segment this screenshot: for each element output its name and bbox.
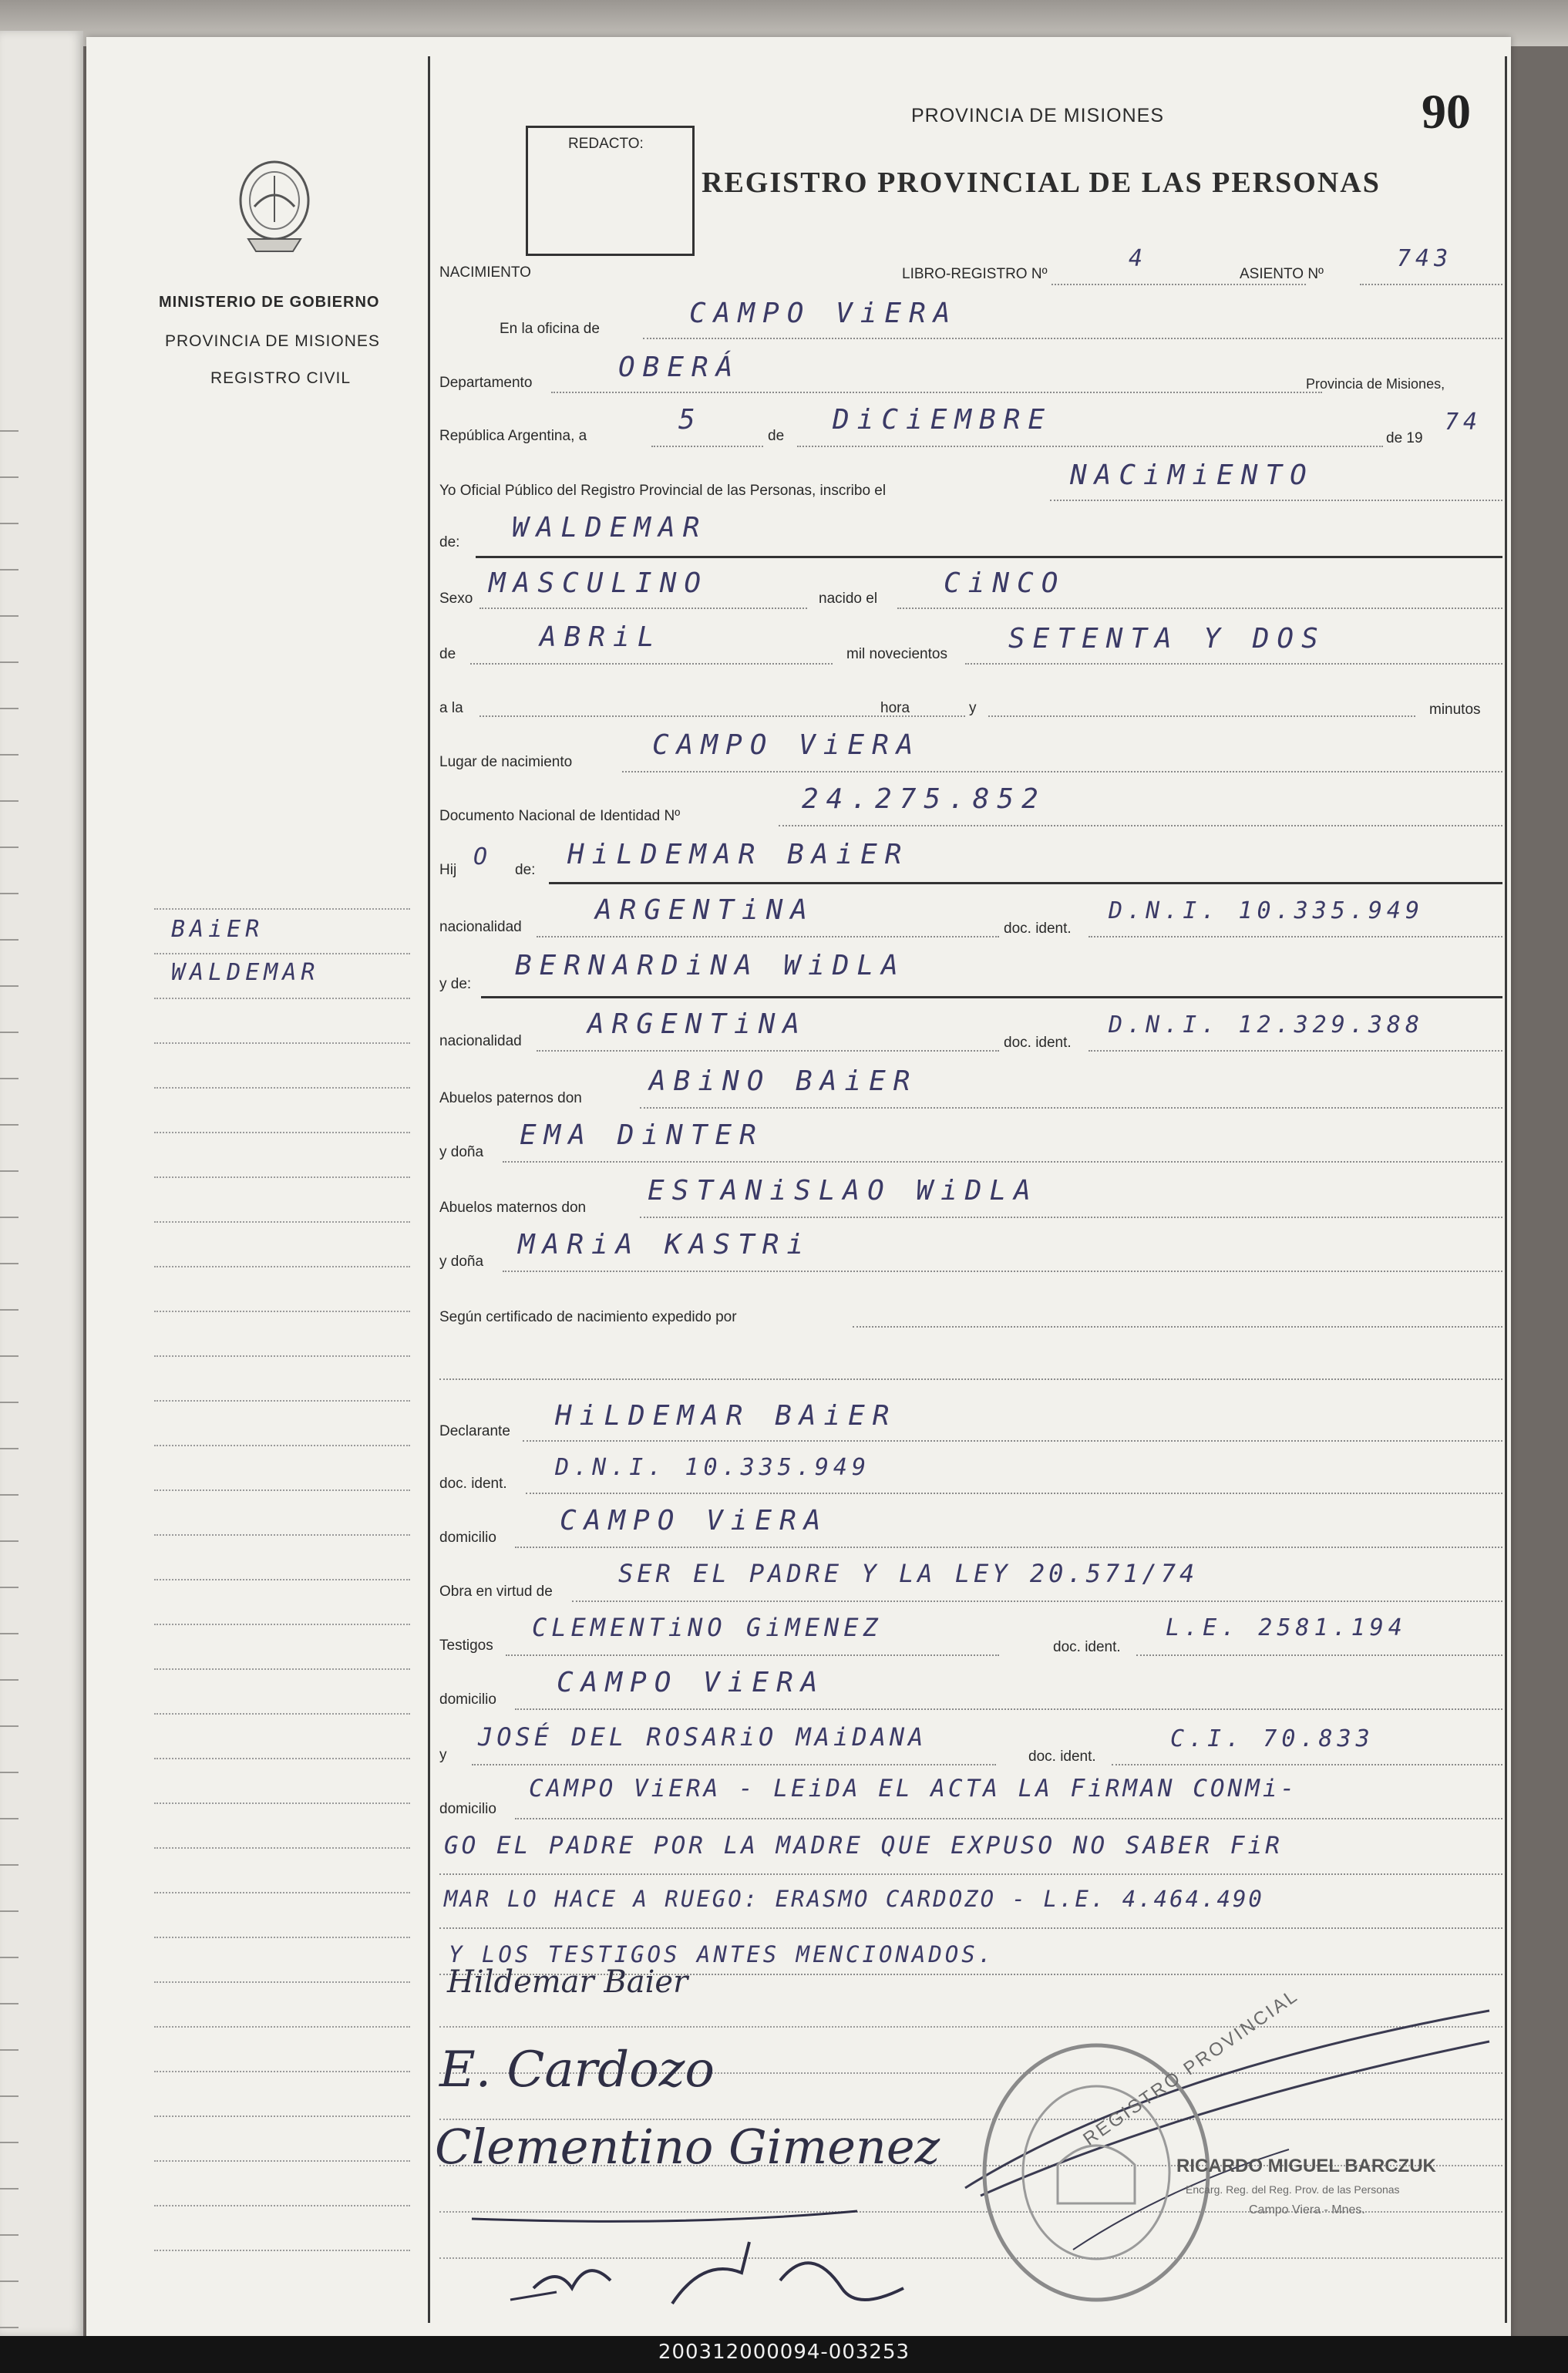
signature-declarante: Hildemar Baier — [447, 1964, 688, 2000]
ministry-line-2: PROVINCIA DE MISIONES — [165, 332, 380, 350]
abuela-paterna-value: EMA DiNTER — [520, 1119, 764, 1151]
declarante-doc-value: D.N.I. 10.335.949 — [555, 1454, 871, 1481]
margin-rule-line — [154, 1445, 410, 1446]
declarante-domicilio-value: CAMPO ViERA — [560, 1505, 829, 1537]
obra-label: Obra en virtud de — [439, 1584, 553, 1600]
hora-label: hora — [880, 700, 910, 716]
observaciones-line-4: Y LOS TESTIGOS ANTES MENCIONADOS. — [449, 1941, 995, 1967]
abuelos-maternos-value: ESTANiSLAO WiDLA — [648, 1175, 1038, 1207]
margin-rule-line — [154, 2116, 410, 2117]
dni-label: Documento Nacional de Identidad Nº — [439, 808, 681, 824]
margin-given-name: WALDEMAR — [171, 959, 320, 986]
nacionalidad-2-value: ARGENTiNA — [587, 1008, 808, 1040]
libro-label: LIBRO-REGISTRO Nº — [902, 266, 1048, 282]
abuela-materna-value: MARiA KASTRi — [518, 1229, 812, 1261]
observaciones-line-2: GO EL PADRE POR LA MADRE QUE EXPUSO NO SABER FiR — [444, 1832, 1283, 1860]
oficial-label: Yo Oficial Público del Registro Provincial de las Personas, inscribo el — [439, 483, 887, 499]
margin-rule-line — [154, 1087, 410, 1089]
nacionalidad-1-label: nacionalidad — [439, 919, 522, 935]
de19-label: de 19 — [1386, 430, 1423, 446]
abuelos-maternos-label: Abuelos maternos don — [439, 1200, 587, 1216]
registry-page — [86, 37, 1511, 2344]
margin-rule-line — [154, 1981, 410, 1983]
margin-rule-line — [154, 1355, 410, 1357]
testigo-2-doc-value: C.I. 70.833 — [1170, 1725, 1375, 1752]
margin-rule-line — [154, 1042, 410, 1044]
margin-divider — [428, 56, 430, 2323]
previous-page-edge — [0, 31, 83, 2336]
testigo-1-domicilio-label: domicilio — [439, 1691, 496, 1708]
docid-1-value: D.N.I. 10.335.949 — [1109, 897, 1425, 924]
ydona-2-label: y doña — [439, 1254, 484, 1270]
mil-label: mil novecientos — [846, 646, 947, 662]
margin-rule-line — [154, 1176, 410, 1178]
ministry-line-1: MINISTERIO DE GOBIERNO — [159, 294, 380, 311]
docid-1-label: doc. ident. — [1004, 921, 1072, 937]
dia-value: 5 — [678, 404, 703, 436]
margin-rule-line — [154, 1892, 410, 1893]
oficina-label: En la oficina de — [500, 321, 600, 337]
sexo-value: MASCULINO — [489, 567, 709, 599]
ydona-1-label: y doña — [439, 1144, 484, 1160]
anio-nacimiento-value: SETENTA Y DOS — [1008, 623, 1326, 655]
minutos-label: minutos — [1429, 702, 1481, 718]
testigo-1-value: CLEMENTiNO GiMENEZ — [532, 1613, 883, 1642]
mes-value: DiCiEMBRE — [833, 404, 1053, 436]
margin-rule-line — [154, 1534, 410, 1536]
republica-label: República Argentina, a — [439, 428, 587, 444]
y-de-label: y de: — [439, 976, 472, 992]
margin-surname: BAiER — [171, 916, 264, 943]
testigos-label: Testigos — [439, 1638, 493, 1654]
margin-rule-line — [154, 1624, 410, 1625]
padre-value: HiLDEMAR BAiER — [567, 839, 910, 870]
nombre-value: WALDEMAR — [512, 512, 708, 544]
province-heading: PROVINCIA DE MISIONES — [911, 105, 1165, 126]
margin-rule-line — [154, 2071, 410, 2072]
margin-rule-line — [154, 1221, 410, 1223]
nacido-label: nacido el — [819, 591, 878, 607]
margin-rule-line — [154, 2205, 410, 2206]
departamento-label: Departamento — [439, 375, 533, 391]
declarante-label: Declarante — [439, 1423, 510, 1439]
page-title: REGISTRO PROVINCIAL DE LAS PERSONAS — [702, 167, 1381, 199]
de-mes-label: de — [439, 646, 456, 662]
abuelos-paternos-value: ABiNO BAiER — [649, 1065, 918, 1097]
page-number: 90 — [1422, 84, 1471, 139]
observaciones-line-3: MAR LO HACE A RUEGO: ERASMO CARDOZO - L.E. 4.464.490 — [444, 1886, 1264, 1912]
official-stamp-role: Encarg. Reg. del Reg. Prov. de las Personas — [1186, 2183, 1400, 2196]
document-code: 200312000094-003253 — [658, 2341, 910, 2364]
official-stamp-name: RICARDO MIGUEL BARCZUK — [1176, 2156, 1436, 2176]
lugar-label: Lugar de nacimiento — [439, 754, 573, 770]
asiento-value: 743 — [1397, 245, 1453, 272]
margin-rule-line — [154, 1668, 410, 1670]
margin-rule-line — [154, 1713, 410, 1715]
anio-value: 74 — [1445, 409, 1482, 436]
declarante-domicilio-label: domicilio — [439, 1530, 496, 1546]
abuelos-paternos-label: Abuelos paternos don — [439, 1090, 582, 1106]
lugar-value: CAMPO ViERA — [652, 729, 921, 761]
docid-2-value: D.N.I. 12.329.388 — [1109, 1011, 1425, 1038]
ministry-line-3: REGISTRO CIVIL — [210, 369, 352, 387]
margin-rule-line — [154, 2250, 410, 2251]
margin-rule-line — [154, 1400, 410, 1402]
margin-rule-line — [154, 1937, 410, 1938]
province-seal-icon — [231, 153, 318, 261]
nacimiento-label: NACIMIENTO — [439, 264, 531, 281]
y-label: y — [969, 700, 977, 716]
right-border — [1505, 56, 1507, 2323]
de-label: de — [768, 428, 785, 444]
margin-rule-line — [154, 1132, 410, 1133]
margin-rule-line — [154, 953, 410, 954]
hijo-label: Hij — [439, 862, 457, 878]
asiento-label: ASIENTO Nº — [1240, 266, 1324, 282]
margin-rule-line — [154, 908, 410, 910]
signature-rogado: E. Cardozo — [439, 2041, 715, 2099]
de2-label: de: — [515, 862, 536, 878]
testigo-1-doc-label: doc. ident. — [1053, 1639, 1121, 1655]
testigo-2-doc-label: doc. ident. — [1028, 1749, 1096, 1765]
oficina-value: CAMPO ViERA — [689, 298, 958, 329]
sexo-label: Sexo — [439, 591, 473, 607]
mes-nacimiento-value: ABRiL — [540, 621, 662, 653]
y-testigo-label: y — [439, 1747, 447, 1763]
de-colon-label: de: — [439, 534, 460, 550]
margin-rule-line — [154, 1802, 410, 1804]
margin-rule-line — [154, 1266, 410, 1267]
round-stamp-text: REGISTRO PROVINCIAL — [1079, 1984, 1303, 2150]
signature-testigo-1: Clementino Gimenez — [435, 2119, 940, 2175]
redacto-box — [526, 126, 695, 256]
margin-rule-line — [154, 998, 410, 999]
nacido-value: CiNCO — [944, 567, 1066, 599]
testigo-1-doc-value: L.E. 2581.194 — [1166, 1614, 1407, 1641]
margin-rule-line — [154, 1579, 410, 1580]
provincia-suffix: Provincia de Misiones, — [1306, 376, 1445, 392]
nacionalidad-2-label: nacionalidad — [439, 1033, 522, 1049]
official-stamp-place: Campo Viera - Mnes. — [1249, 2203, 1365, 2216]
departamento-value: OBERÁ — [618, 352, 741, 383]
nacionalidad-1-value: ARGENTiNA — [595, 894, 816, 926]
hijo-suffix: O — [473, 843, 493, 870]
margin-rule-line — [154, 2026, 410, 2028]
declarante-value: HiLDEMAR BAiER — [555, 1400, 897, 1432]
obra-value: SER EL PADRE Y LA LEY 20.571/74 — [618, 1559, 1199, 1588]
declarante-doc-label: doc. ident. — [439, 1476, 507, 1492]
margin-rule-line — [154, 1758, 410, 1759]
margin-rule-line — [154, 1847, 410, 1849]
acto-value: NACiMiENTO — [1070, 459, 1314, 491]
margin-rule-line — [154, 1489, 410, 1491]
dni-value: 24.275.852 — [802, 783, 1046, 815]
redacto-label: REDACTO: — [568, 136, 644, 152]
testigo-2-domicilio-label: domicilio — [439, 1801, 496, 1817]
testigo-1-domicilio-value: CAMPO ViERA — [557, 1667, 826, 1698]
observaciones-line-1: CAMPO ViERA - LEiDA EL ACTA LA FiRMAN CONMi- — [529, 1775, 1298, 1802]
libro-value: 4 — [1129, 245, 1148, 272]
margin-rule-line — [154, 2160, 410, 2162]
segun-label: Según certificado de nacimiento expedido por — [439, 1309, 737, 1325]
a-la-label: a la — [439, 700, 463, 716]
testigo-2-value: JOSÉ DEL ROSARiO MAiDANA — [478, 1722, 927, 1752]
docid-2-label: doc. ident. — [1004, 1035, 1072, 1051]
margin-rule-line — [154, 1311, 410, 1312]
madre-value: BERNARDiNA WiDLA — [515, 950, 906, 981]
